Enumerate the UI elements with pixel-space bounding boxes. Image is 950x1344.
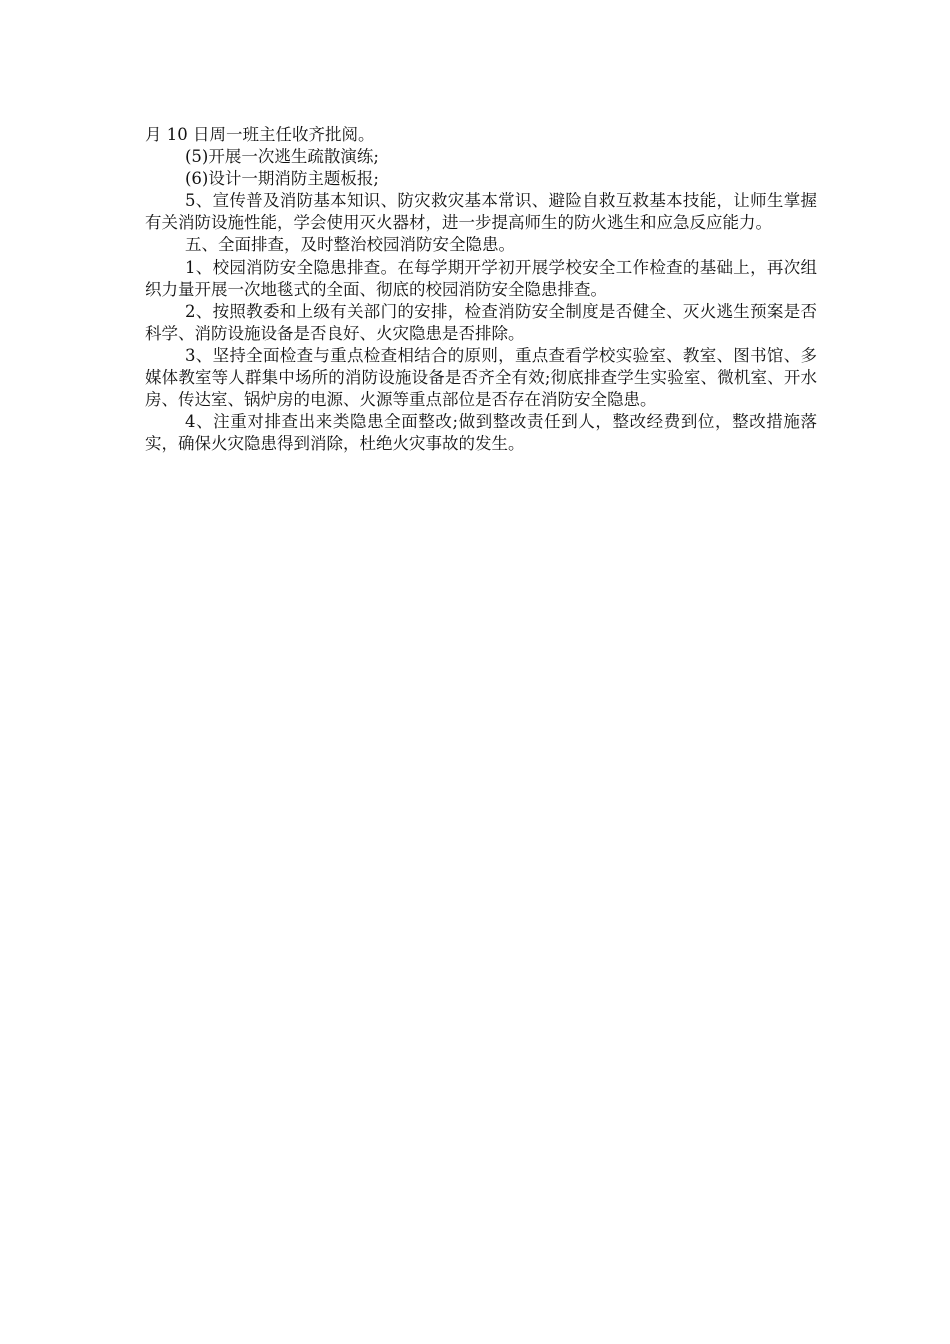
paragraph-point-3-principle: 3、坚持全面检查与重点检查相结合的原则，重点查看学校实验室、教室、图书馆、多媒体教室等人群集中场所的消防设施设备是否齐全有效;彻底排查学生实验室、微机室、开水房、传达室、锅炉房的电源、火源等重点部位是否存在消防安全隐患。: [145, 345, 817, 410]
paragraph-continuation: 月 10 日周一班主任收齐批阅。: [145, 125, 375, 144]
paragraph-point-4-rectification: 4、注重对排查出来类隐患全面整改;做到整改责任到人，整改经费到位，整改措施落实，确保火灾隐患得到消除，杜绝火灾事故的发生。: [145, 412, 817, 454]
paragraph-item-5-drill: (5)开展一次逃生疏散演练;: [185, 147, 379, 167]
paragraph-point-1-inspection: 1、校园消防安全隐患排查。在每学期开学初开展学校安全工作检查的基础上，再次组织力量开展一次地毯式的全面、彻底的校园消防安全隐患排查。: [145, 257, 817, 299]
paragraph-point-5-publicity: 5、宣传普及消防基本知识、防灾救灾基本常识、避险自救互救基本技能，让师生掌握有关消防设施性能，学会使用灭火器材，进一步提高师生的防火逃生和应急反应能力。: [145, 191, 817, 233]
paragraph-point-2-arrangement: 2、按照教委和上级有关部门的安排，检查消防安全制度是否健全、灭火逃生预案是否科学、消防设施设备是否良好、火灾隐患是否排除。: [145, 301, 817, 343]
document-body: [145, 124, 817, 455]
paragraph-item-6-board: (6)设计一期消防主题板报;: [185, 169, 379, 189]
section-heading-five: 五、全面排查，及时整治校园消防安全隐患。: [185, 235, 515, 255]
